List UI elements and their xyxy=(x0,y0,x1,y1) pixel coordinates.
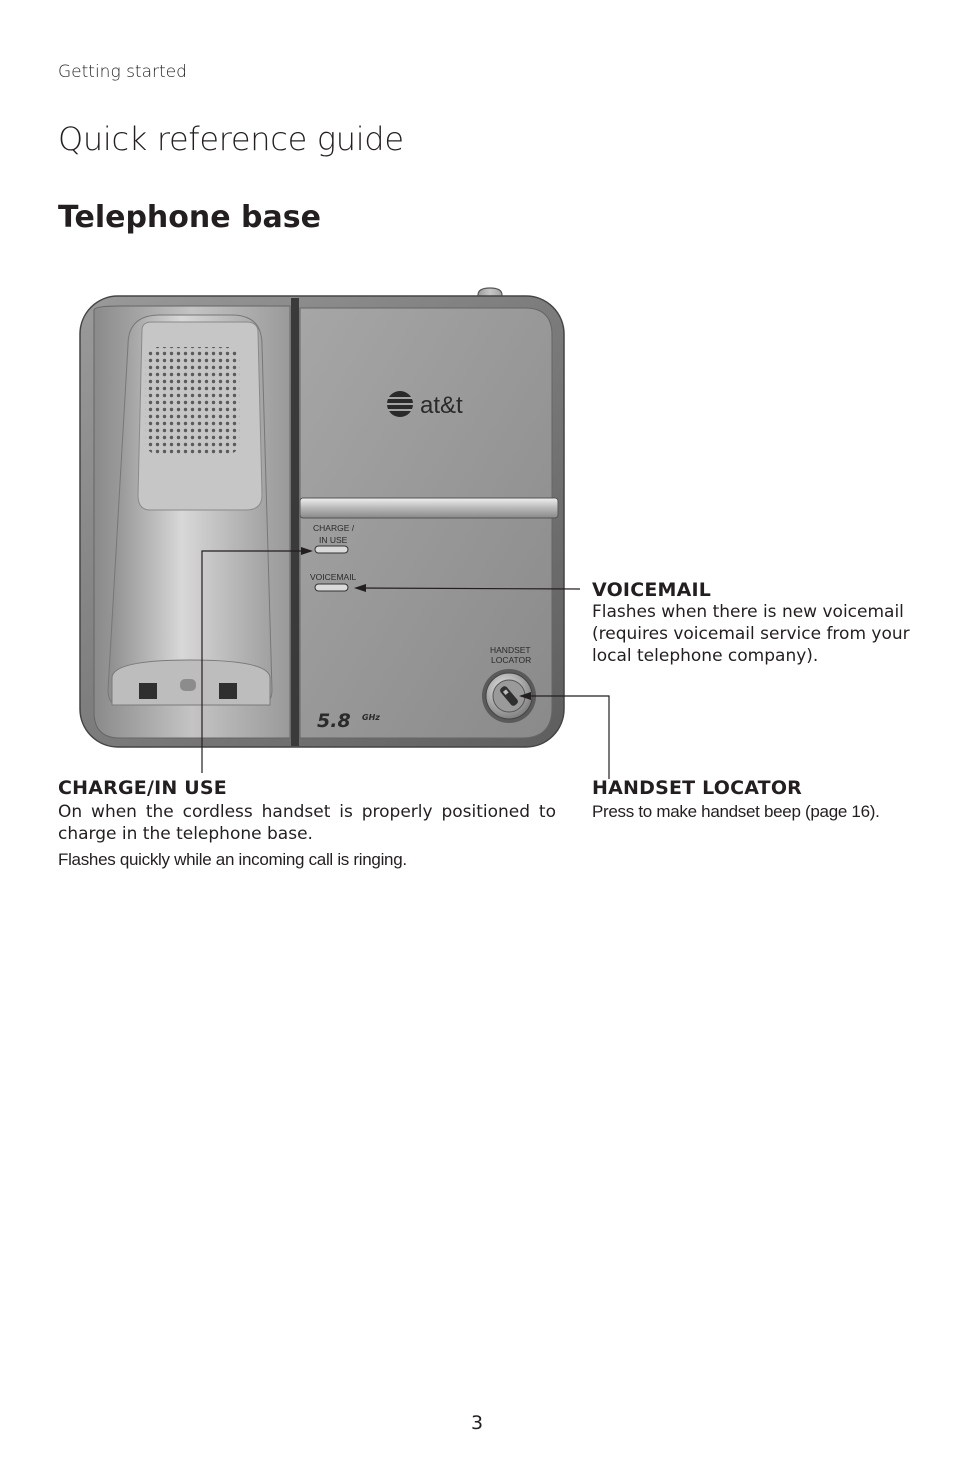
callout-title: HANDSET LOCATOR xyxy=(592,777,803,799)
callout-text: (requires voicemail service from your xyxy=(592,624,910,644)
voicemail-led xyxy=(315,584,348,591)
charging-contact-icon xyxy=(139,683,157,699)
charging-contact-icon xyxy=(219,683,237,699)
svg-text:at&t: at&t xyxy=(420,392,463,419)
page-subtitle: Telephone base xyxy=(58,200,321,235)
att-logo xyxy=(387,391,463,419)
base-divider xyxy=(291,298,299,746)
callout-text: Flashes quickly while an incoming call is ringing. xyxy=(58,850,407,869)
locator-label: HANDSET xyxy=(490,645,531,655)
handset-cradle xyxy=(108,315,272,705)
voicemail-callout xyxy=(592,579,922,667)
speaker-grille-icon xyxy=(145,347,240,454)
svg-text:GHz: GHz xyxy=(362,713,380,722)
callout-title: CHARGE/IN USE xyxy=(58,777,227,799)
page-number: 3 xyxy=(470,1412,484,1434)
callout-title: VOICEMAIL xyxy=(592,579,712,601)
callout-text: Press to make handset beep (page 16). xyxy=(592,802,880,821)
handset-support-bar xyxy=(300,498,558,518)
page-title: Quick reference guide xyxy=(58,120,404,158)
callout-text: On when the cordless handset is properly positioned to xyxy=(58,802,556,822)
charge-in-use-led xyxy=(315,546,348,553)
locator-callout xyxy=(592,777,932,823)
frequency-badge: 5.8 xyxy=(317,710,351,732)
svg-text:IN USE: IN USE xyxy=(319,535,348,545)
callout-text: local telephone company). xyxy=(592,646,819,666)
charge-callout xyxy=(58,777,556,871)
voicemail-led-label: VOICEMAIL xyxy=(310,572,357,582)
charge-led-label: CHARGE / xyxy=(313,523,355,533)
svg-text:LOCATOR: LOCATOR xyxy=(491,655,532,665)
callout-text: Flashes when there is new voicemail xyxy=(592,602,904,622)
section-header: Getting started xyxy=(58,62,187,82)
callout-text: charge in the telephone base. xyxy=(58,824,313,844)
